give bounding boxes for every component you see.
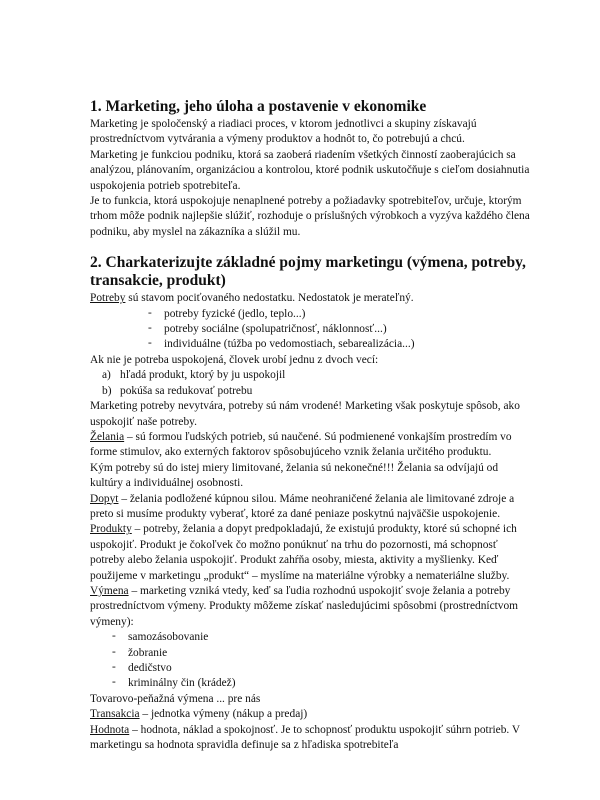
paragraph-dopyt [90,492,530,523]
paragraph: Kým potreby sú do istej miery limitované, želania sú nekonečné!!! Želania sa odvíjajú od kultúry a individuálnej osobnosti. [90,461,499,490]
document-page [90,98,530,753]
needs-list [90,307,530,353]
paragraph-transakcia [90,707,530,722]
paragraph: Marketing je funkciou podniku, ktorá sa zaoberá riadením všetkých činností zaoberajúcich sa analýzou, plánovaním, organizáciou a kontrolou, ktoré podnik uskutočňuje s cieľom dosiahnutia uspokojenia potrieb spotrebiteľa. [90,148,530,192]
definition-text: – želania podložené kúpnou silou. Máme neohraničené želania ale limitované zdroje a preto si musíme produkty vyberať, ktoré za dané peniaze poskytnú najväčšie uspokojenie. [90,492,515,520]
definition-text: – sú formou ľudských potrieb, sú naučené. Sú podmienené vonkajším prostredím vo forme stimulov, ako externých faktorov spôsobujúceho vznik želania určitého produktu. [90,430,512,459]
section-2 [90,254,530,753]
paragraph: Ak nie je potreba uspokojená, človek urobí jednu z dvoch vecí: [90,353,379,366]
list-item: - žobranie [112,646,530,661]
paragraph: Marketing je spoločenský a riadiaci proces, v ktorom jednotlivci a skupiny získavajú prostredníctvom vytvárania a výmeny produktov a hodnôt to, čo potrebujú a chcú. [90,118,477,146]
exchange-ways-list [90,630,530,692]
list-item: - individuálne (túžba po vedomostiach, sebarealizácia...) [148,337,530,352]
list-item [102,368,530,383]
definition-text: – jednotka výmeny (nákup a predaj) [139,708,308,721]
definition-text: – marketing vzniká vtedy, keď sa ľudia rozhodnú uspokojiť svoje želania a potreby prostredníctvom výmeny. Produkty môžeme získať nasledujúcimi spôsobmi (prostredníctvom výmeny): [90,584,519,628]
term-produkty: Produkty [90,523,132,536]
paragraph: Tovarovo-peňažná výmena ... pre nás [90,692,261,705]
paragraph-potreby [90,291,530,306]
paragraph-vymena [90,584,530,630]
term-vymena: Výmena [90,584,129,597]
options-list [90,368,530,399]
section-1-title: 1. Marketing, jeho úloha a postavenie v ekonomike [90,98,427,115]
definition-text: – potreby, želania a dopyt predpokladajú, že existujú produkty, ktoré sú schopné ich uspokojiť. Produkt je čokoľvek čo možno ponúknuť na trhu do pozornosti, má schopnosť potreby alebo želania uspokojiť. Produkt zahŕňa osoby, miesta, aktivity a myšlienky. Keď použijeme v marketingu „produkt“ – myslíme na materiálne výrobky a nemateriálne služby. [90,523,517,582]
paragraph-hodnota [90,723,530,754]
list-item-text: hľadá produkt, ktorý by ju uspokojil [120,369,286,382]
list-marker: a) [102,369,111,382]
definition-text: – hodnota, náklad a spokojnosť. Je to schopnosť produktu uspokojiť súhrn potrieb. V marketingu sa hodnota spravidla definuje sa z hľadiska spotrebiteľa [90,723,520,752]
term-potreby: Potreby [90,292,126,305]
term-zelania: Želania [90,430,125,443]
paragraph-zelania [90,430,530,461]
term-dopyt: Dopyt [90,492,119,505]
paragraph-produkty [90,522,530,584]
section-2-title: 2. Charkaterizujte základné pojmy marketingu (výmena, potreby, transakcie, produkt) [90,254,526,290]
list-marker: b) [102,384,112,397]
list-item: - potreby fyzické (jedlo, teplo...) [148,307,530,322]
paragraph: Je to funkcia, ktorá uspokojuje nenaplnené potreby a požiadavky spotrebiteľov, určuje, ktorým trhom môže podnik najlepšie slúžiť, rozhoduje o príslušných výrobkoch a vyzýva každého člena podniku, aby myslel na zákazníka a slúžil mu. [90,195,530,238]
list-item: - dedičstvo [112,661,530,676]
list-item: - samozásobovanie [112,630,530,645]
list-item-text: pokúša sa redukovať potrebu [120,384,253,397]
term-transakcia: Transakcia [90,708,140,721]
paragraph: Marketing potreby nevytvára, potreby sú nám vrodené! Marketing však poskytuje spôsob, ako uspokojiť naše potreby. [90,400,520,428]
definition-text: sú stavom pociťovaného nedostatku. Nedostatok je merateľný. [125,292,414,305]
list-item: - potreby sociálne (spolupatričnosť, náklonnosť...) [148,322,530,337]
list-item: - kriminálny čin (krádež) [112,676,530,691]
list-item [102,384,530,399]
section-1 [90,98,530,240]
term-hodnota: Hodnota [90,723,130,736]
